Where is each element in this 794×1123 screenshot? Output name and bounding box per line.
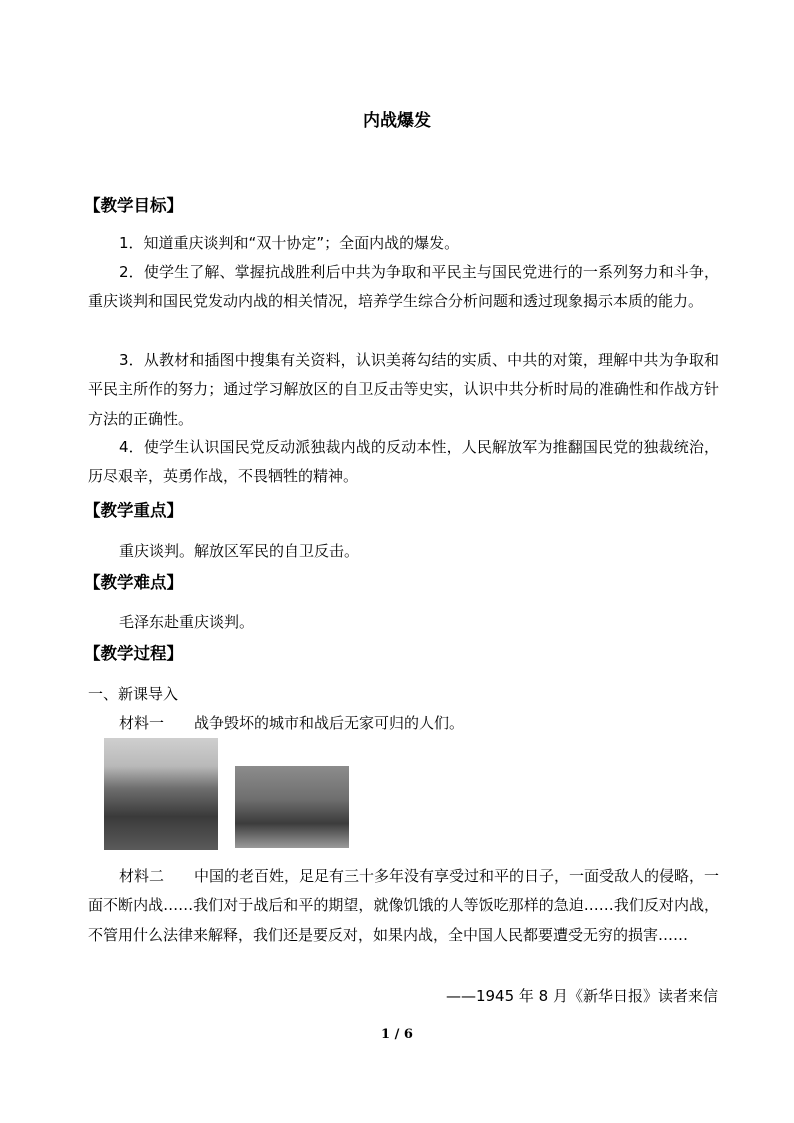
objective-item: 4．使学生认识国民党反动派独裁内战的反动本性，人民解放军为推翻国民党的独裁统治，历尽艰辛，英勇作战，不畏牺牲的精神。: [88, 438, 719, 486]
heading-key-points: 【教学重点】: [84, 501, 183, 520]
page-title: 内战爆发: [363, 111, 431, 131]
heading-objectives: 【教学目标】: [84, 196, 183, 215]
subheading-intro: 一、新课导入: [88, 685, 179, 703]
quote-source: ——1945 年 8 月《新华日报》读者来信: [445, 987, 718, 1005]
objective-item: 1．知道重庆谈判和“双十协定”；全面内战的爆发。: [119, 234, 460, 252]
objective-item: 3．从教材和插图中搜集有关资料，认识美蒋勾结的实质、中共的对策，理解中共为争取和平民主所作的努力；通过学习解放区的自卫反击等史实，认识中共分析时局的准确性和作战方针方法的正确性。: [88, 351, 719, 428]
objective-item: 2．使学生了解、掌握抗战胜利后中共为争取和平民主与国民党进行的一系列努力和斗争，重庆谈判和国民党发动内战的相关情况，培养学生综合分析问题和透过现象揭示本质的能力。: [88, 263, 719, 311]
material-two: 材料二 中国的老百姓，足足有三十多年没有享受过和平的日子，一面受敌人的侵略，一面不断内战……我们对于战后和平的期望，就像饥饿的人等饭吃那样的急迫……我们反对内战，不管用什么法律来解释，我们还是要反对，如果内战，全中国人民都要遭受无穷的损害……: [88, 867, 720, 944]
material-one: 材料一 战争毁坏的城市和战后无家可归的人们。: [119, 714, 465, 732]
key-points-text: 重庆谈判。解放区军民的自卫反击。: [119, 542, 360, 560]
heading-process: 【教学过程】: [84, 644, 183, 663]
ruined-city-photo: [104, 738, 218, 850]
homeless-people-photo: [235, 766, 349, 848]
difficulties-text: 毛泽东赴重庆谈判。: [119, 613, 255, 631]
heading-difficulties: 【教学难点】: [84, 573, 183, 592]
page-number: 1 / 6: [381, 1027, 413, 1042]
